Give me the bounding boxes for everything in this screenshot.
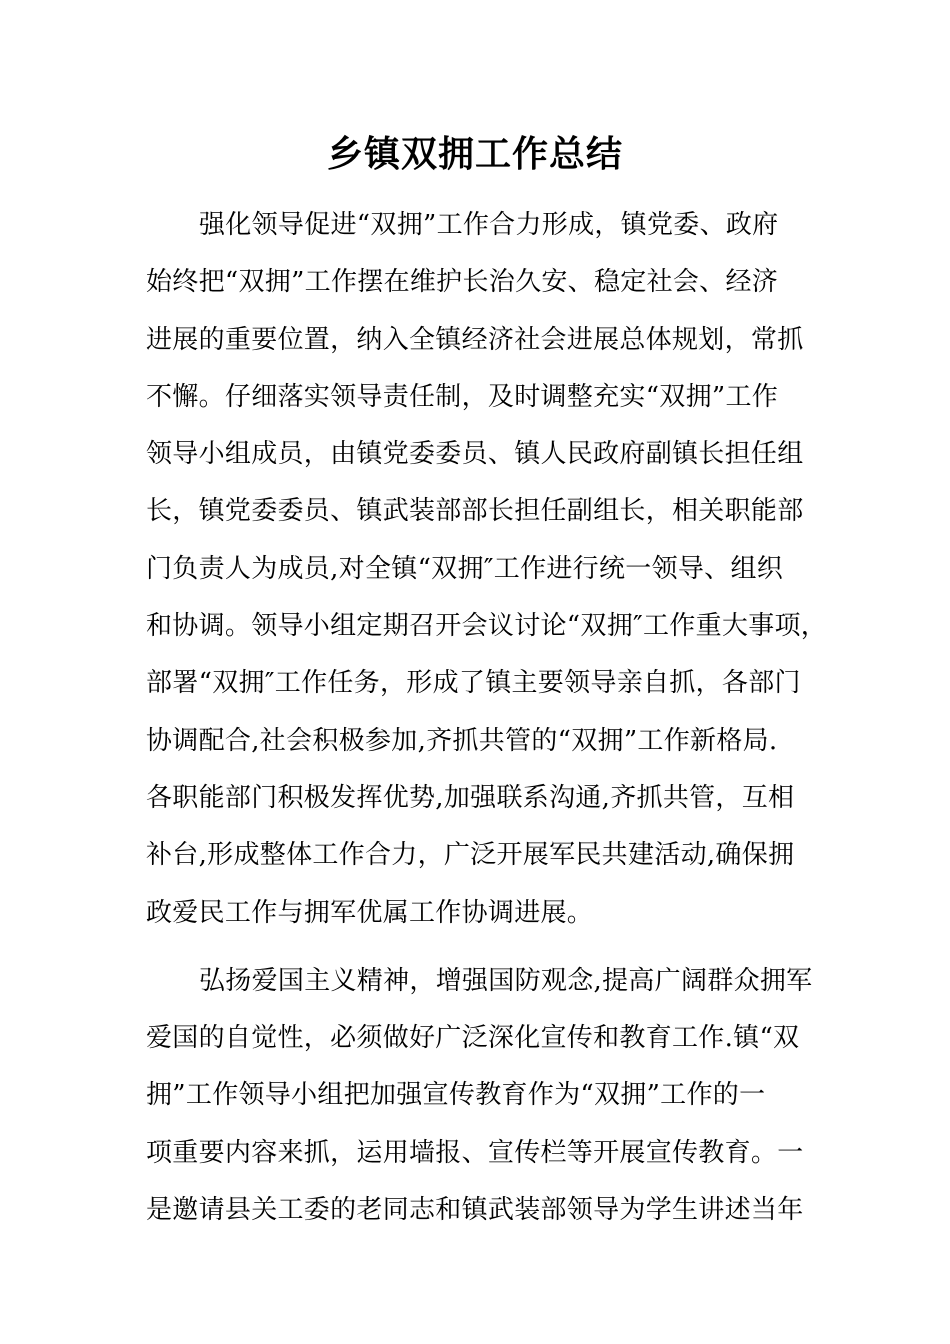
text-line: 和协调。领导小组定期召开会议讨论“双拥″工作重大事项， (146, 611, 828, 642)
text-line: 强化领导促进“双拥”工作合力形成，镇党委、政府 (199, 210, 779, 240)
text-line: 弘扬爱国主义精神，增强国防观念,提高广阔群众拥军 (199, 965, 813, 996)
text-line: 政爱民工作与拥军优属工作协调进展。 (146, 897, 594, 928)
paragraph-2 (146, 961, 826, 1247)
paragraph-gap (146, 950, 826, 961)
text-line: 长，镇党委委员、镇武装部部长担任副组长，相关职能部 (146, 496, 804, 527)
text-line: 拥”工作领导小组把加强宣传教育作为“双拥”工作的一 (146, 1080, 766, 1111)
text-line: 爱国的自觉性，必须做好广泛深化宣传和教育工作.镇“双 (146, 1023, 800, 1054)
text-line: 部署“双拥″工作任务，形成了镇主要领导亲自抓，各部门 (146, 668, 801, 699)
text-line: 协调配合,社会积极参加,齐抓共管的“双拥”工作新格局. (146, 725, 778, 756)
text-line: 是邀请县关工委的老同志和镇武装部领导为学生讲述当年 (146, 1195, 804, 1226)
paragraph-1 (146, 205, 826, 950)
text-line: 各职能部门积极发挥优势,加强联系沟通,齐抓共管，互相 (146, 782, 795, 813)
document-title: 乡镇双拥工作总结 (326, 133, 623, 175)
text-line: 始终把“双拥”工作摆在维护长治久安、稳定社会、经济 (146, 267, 779, 298)
text-line: 门负责人为成员,对全镇“双拥″工作进行统一领导、组织 (146, 553, 784, 584)
text-line: 领导小组成员，由镇党委委员、镇人民政府副镇长担任组 (146, 439, 804, 470)
text-line: 补台,形成整体工作合力，广泛开展军民共建活动,确保拥 (146, 840, 795, 871)
text-line: 进展的重要位置，纳入全镇经济社会进展总体规划，常抓 (146, 324, 804, 355)
text-line: 项重要内容来抓，运用墙报、宣传栏等开展宣传教育。一 (146, 1137, 804, 1168)
text-line: 不懈。仔细落实领导责任制，及时调整充实“双拥”工作 (146, 381, 779, 412)
document-body (146, 205, 826, 1247)
